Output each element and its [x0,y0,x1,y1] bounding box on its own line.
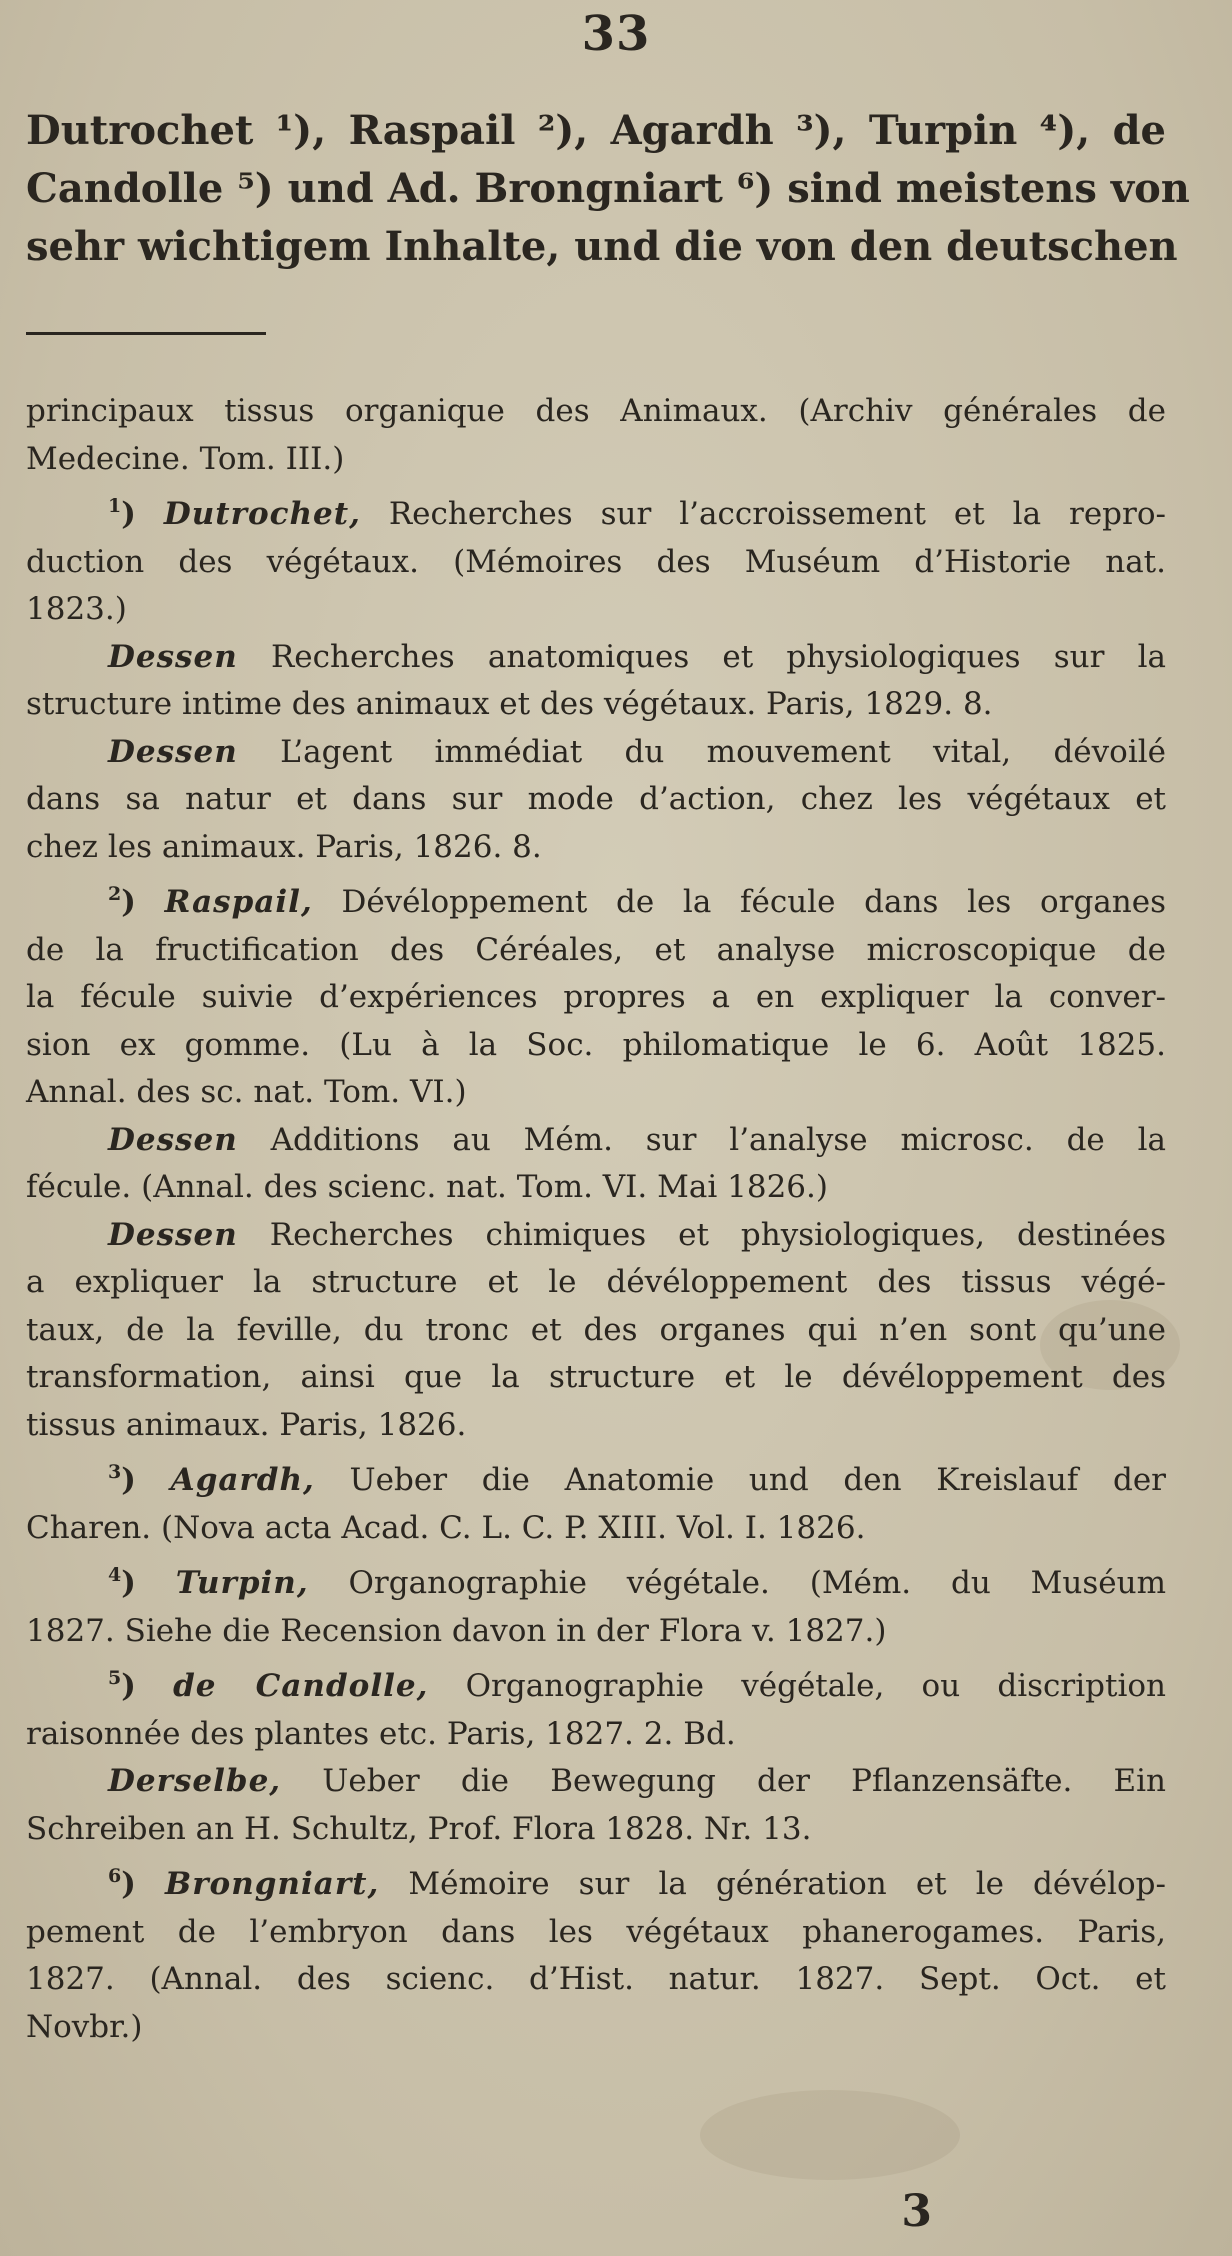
note-line: Annal. des sc. nat. Tom. VI.) [26,1074,467,1110]
main-text [26,102,1190,276]
note-text: Organographie végétale, ou discription [465,1668,1166,1704]
note-text: Organographie végétale. (Mém. du Muséum [348,1565,1166,1601]
footnote-author: Brongniart, [165,1866,380,1902]
note-text: Mémoire sur la génération et le dévélop- [408,1866,1166,1902]
footnote-author: Turpin, [175,1565,309,1601]
footnote-1-entry [26,729,1166,777]
note-line: a expliquer la structure et le dévéloppement des tissus végé- [26,1264,1166,1300]
footnote-author: Dessen [108,1121,238,1158]
main-text-line: Candolle ⁵) und Ad. Brongniart ⁶) sind meistens von [26,165,1190,212]
note-line: 1823.) [26,591,127,627]
footnote-1-entry [26,634,1166,682]
note-line: Novbr.) [26,2008,143,2045]
paper-stain [700,2090,960,2180]
note-line: Schreiben an H. Schultz, Prof. Flora 1828. Nr. 13. [26,1810,812,1847]
footnote-author: Derselbe, [108,1763,282,1799]
page-number: 33 [581,6,651,62]
footnote-2-entry [26,1212,1166,1260]
note-line: Medecine. Tom. III.) [26,440,345,477]
footnote-number: $^1$) [108,495,136,532]
footnote-5-entry [26,1758,1166,1806]
note-text: Recherches sur l’accroissement et la repro- [388,496,1166,532]
footnote-author: Dessen [108,638,238,675]
main-text-line: sehr wichtigem Inhalte, und die von den deutschen [26,223,1178,270]
note-text: Dévéloppement de la fécule dans les organes [341,884,1166,920]
note-line: la fécule suivie d’expériences propres a en expliquer la conver- [26,979,1166,1015]
note-text: Ueber die Anatomie und den Kreislauf der [349,1462,1166,1498]
footnote-6 [26,1853,1166,1909]
note-line: sion ex gomme. (Lu à la Soc. philomatique le 6. Août 1825. [26,1026,1166,1063]
footnote-author: Dutrochet, [163,496,361,532]
note-line: taux, de la feville, du tronc et des organes qui n’en sont qu’une [26,1311,1166,1348]
note-line: pement de l’embryon dans les végétaux phanerogames. Paris, [26,1913,1166,1950]
note-line: duction des végétaux. (Mémoires des Muséum d’Historie nat. [26,543,1166,580]
footnote-author: Agardh, [170,1462,315,1498]
note-line: chez les animaux. Paris, 1826. 8. [26,828,542,865]
note-line: 1827. (Annal. des scienc. d’Hist. natur. 1827. Sept. Oct. et [26,1961,1166,1997]
note-text: Recherches anatomiques et physiologiques sur la [270,638,1166,675]
footnote-author: Raspail, [164,884,313,920]
footnote-number: $^5$) [108,1667,136,1704]
note-text: L’agent immédiat du mouvement vital, dévoilé [280,733,1167,770]
footnote-number: $^3$) [108,1461,136,1498]
signature-mark: 3 [901,2186,932,2237]
note-line: fécule. (Annal. des scienc. nat. Tom. VI. Mai 1826.) [26,1169,828,1205]
note-line: tissus animaux. Paris, 1826. [26,1406,467,1443]
note-line: Charen. (Nova acta Acad. C. L. C. P. XIII. Vol. I. 1826. [26,1509,866,1546]
footnote-number: $^4$) [108,1564,136,1601]
note-text: Recherches chimiques et physiologiques, destinées [269,1216,1167,1253]
footnote-author: Dessen [108,1216,238,1253]
footnote-author: Dessen [108,733,238,770]
footnote-author: de Candolle, [173,1668,429,1704]
footnotes [26,388,1166,2051]
footnote-4 [26,1552,1166,1608]
footnote-2-entry [26,1117,1166,1165]
footnote-separator [26,332,266,335]
note-line: structure intime des animaux et des végétaux. Paris, 1829. 8. [26,686,993,722]
note-line: de la fructification des Céréales, et analyse microscopique de [26,931,1166,968]
note-text: Ueber die Bewegung der Pflanzensäfte. Ein [322,1763,1166,1799]
footnote-number: $^2$) [108,883,136,920]
note-line: dans sa natur et dans sur mode d’action, chez les végétaux et [26,781,1166,817]
footnote-number: $^6$) [108,1865,136,1902]
footnote-2 [26,871,1166,927]
note-text: Additions au Mém. sur l’analyse microsc. de la [270,1121,1166,1158]
footnote-1 [26,483,1166,539]
note-line: principaux tissus organique des Animaux. (Archiv générales de [26,393,1166,429]
note-line: transformation, ainsi que la structure et le dévéloppement des [26,1359,1166,1395]
footnote-5 [26,1655,1166,1711]
footnote-3 [26,1449,1166,1505]
note-line: raisonnée des plantes etc. Paris, 1827. 2. Bd. [26,1715,736,1752]
note-line: 1827. Siehe die Recension davon in der Flora v. 1827.) [26,1612,887,1649]
main-text-line: Dutrochet ¹), Raspail ²), Agardh ³), Turpin ⁴), de [26,107,1166,154]
